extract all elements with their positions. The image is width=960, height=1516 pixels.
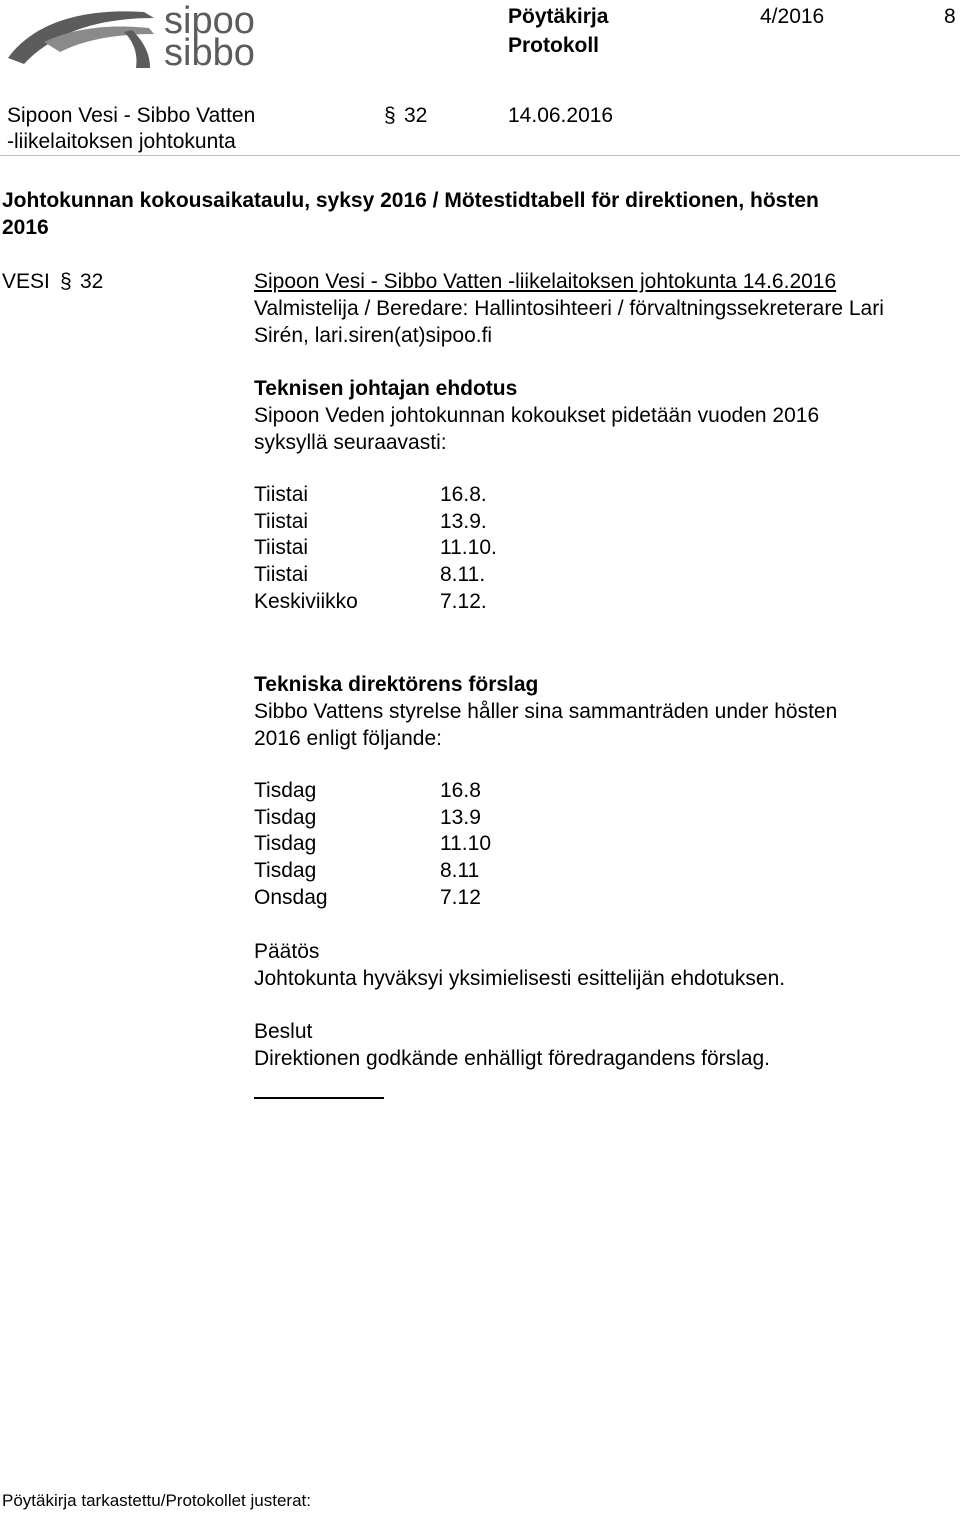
schedule-date: 7.12.: [440, 589, 487, 613]
schedule-date: 13.9: [440, 805, 481, 829]
schedule-date: 11.10: [440, 832, 491, 856]
preparer-line2: Sirén, lari.siren(at)sipoo.fi: [254, 324, 493, 347]
preparer-line1: Valmistelija / Beredare: Hallintosihteeri / förvaltningssekreterare Lari: [254, 297, 884, 320]
schedule-day: Tisdag: [254, 805, 317, 829]
meeting-reference-link[interactable]: Sipoon Vesi - Sibbo Vatten -liikelaitoksen johtokunta 14.6.2016: [254, 270, 837, 293]
item-section-sign: §: [60, 270, 72, 293]
end-line: [254, 1097, 384, 1099]
proposal-sv-text-line1: Sibbo Vattens styrelse håller sina sammanträden under hösten: [254, 700, 838, 723]
org-name-line2: -liikelaitoksen johtokunta: [7, 130, 236, 153]
header-divider: [0, 155, 960, 156]
schedule-day: Tiistai: [254, 563, 309, 587]
decision-sv-heading: Beslut: [254, 1020, 313, 1043]
schedule-day: Keskiviikko: [254, 589, 358, 613]
schedule-day: Tisdag: [254, 859, 317, 883]
schedule-day: Tiistai: [254, 536, 309, 560]
schedule-day: Tisdag: [254, 779, 317, 802]
schedule-day: Tiistai: [254, 509, 309, 533]
schedule-date: 8.11.: [440, 563, 486, 587]
schedule-day: Tisdag: [254, 832, 317, 856]
logo-word-sipoo: sipoo: [164, 0, 255, 42]
item-section-number: 32: [80, 270, 104, 293]
decision-fi-heading: Päätös: [254, 940, 320, 963]
doc-number: 4/2016: [760, 5, 825, 28]
schedule-day: Tiistai: [254, 483, 309, 506]
proposal-fi-text-line1: Sipoon Veden johtokunnan kokoukset pidetään vuoden 2016: [254, 404, 820, 427]
page-number: 8: [944, 5, 956, 28]
schedule-date: 11.10.: [440, 536, 497, 560]
header-section-sign: §: [384, 104, 396, 127]
item-label: VESI: [2, 270, 50, 293]
decision-fi-text: Johtokunta hyväksyi yksimielisesti esittelijän ehdotuksen.: [254, 967, 786, 990]
proposal-sv-heading: Tekniska direktörens förslag: [254, 673, 539, 696]
decision-sv-text: Direktionen godkände enhälligt föredragandens förslag.: [254, 1047, 771, 1070]
proposal-sv-text-line2: 2016 enligt följande:: [254, 727, 442, 750]
schedule-date: 8.11: [440, 859, 480, 883]
item-title-line2: 2016: [2, 216, 49, 239]
footer-checked: Pöytäkirja tarkastettu/Protokollet justerat:: [2, 1491, 311, 1510]
schedule-date: 13.9.: [440, 509, 487, 533]
schedule-date: 7.12: [440, 885, 481, 909]
schedule-date: 16.8.: [440, 483, 487, 506]
header-date: 14.06.2016: [508, 104, 614, 127]
schedule-date: 16.8: [440, 779, 481, 802]
header-section-number: 32: [404, 104, 428, 127]
schedule-day: Onsdag: [254, 885, 328, 909]
proposal-fi-text-line2: syksyllä seuraavasti:: [254, 431, 447, 454]
logo-word-sibbo: sibbo: [164, 32, 255, 74]
org-name-line1: Sipoon Vesi - Sibbo Vatten: [7, 104, 256, 127]
doc-type-sv: Protokoll: [508, 34, 600, 57]
sipoo-sibbo-logo: [4, 2, 254, 72]
doc-type-fi: Pöytäkirja: [508, 5, 609, 28]
logo-swoosh-icon: [4, 2, 164, 72]
proposal-fi-heading: Teknisen johtajan ehdotus: [254, 377, 518, 400]
item-title-line1: Johtokunnan kokousaikataulu, syksy 2016 / Mötestidtabell för direktionen, hösten: [2, 189, 819, 212]
